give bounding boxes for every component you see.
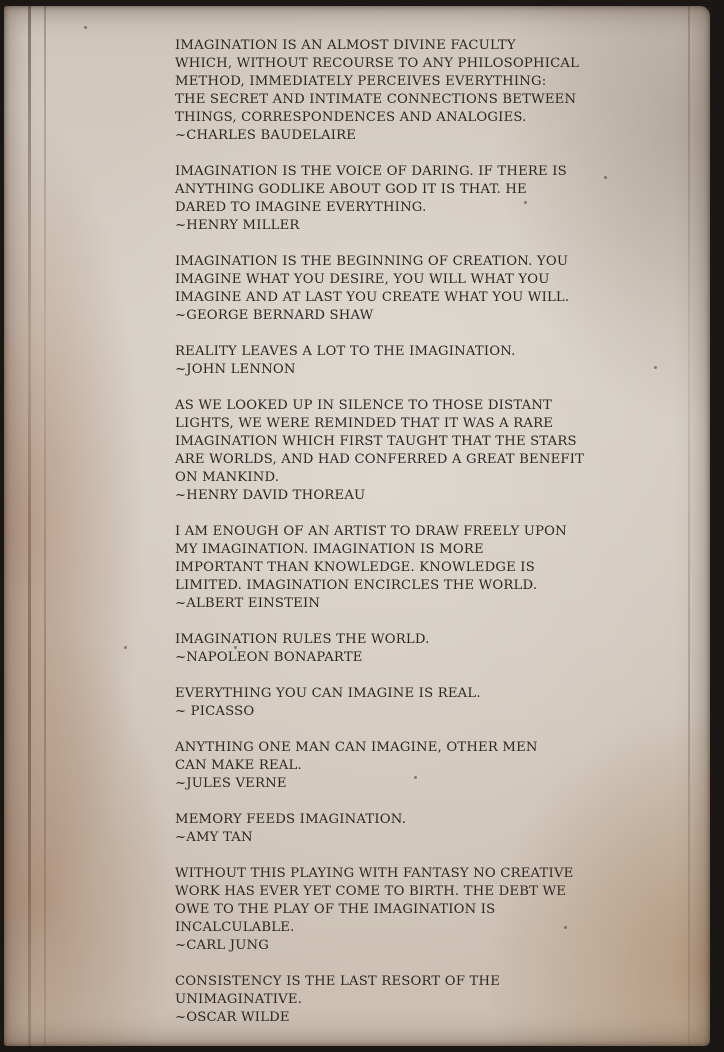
quote-thoreau: [175, 397, 595, 505]
parchment-page: [4, 6, 710, 1046]
quote-author: ~ PICASSO: [175, 704, 255, 719]
quote-author: ~NAPOLEON BONAPARTE: [175, 650, 363, 665]
quote-author: ~JULES VERNE: [175, 776, 287, 791]
quote-miller: [175, 163, 595, 235]
quote-wilde: [175, 973, 595, 1027]
quote-einstein: [175, 523, 595, 613]
quote-tan: [175, 811, 595, 847]
quote-text: IMAGINATION IS AN ALMOST DIVINE FACULTY WHICH, WITHOUT RECOURSE TO ANY PHILOSOPHICAL METHOD, IMMEDIATELY PERCEIVES EVERYTHING: THE SECRET AND INTIMATE CONNECTIONS BETWEEN THINGS, CORRESPONDENCES AND ANALOGIES.: [175, 38, 580, 125]
quote-list: [175, 37, 595, 1045]
quote-author: ~HENRY DAVID THOREAU: [175, 488, 366, 503]
quote-text: ANYTHING ONE MAN CAN IMAGINE, OTHER MEN CAN MAKE REAL.: [175, 740, 538, 773]
quote-text: IMAGINATION RULES THE WORLD.: [175, 632, 430, 647]
quote-text: IMAGINATION IS THE BEGINNING OF CREATION. YOU IMAGINE WHAT YOU DESIRE, YOU WILL WHAT YOU IMAGINE AND AT LAST YOU CREATE WHAT YOU WILL.: [175, 254, 570, 305]
page-fold-left: [28, 6, 31, 1046]
quote-lennon: [175, 343, 595, 379]
quote-text: IMAGINATION IS THE VOICE OF DARING. IF THERE IS ANYTHING GODLIKE ABOUT GOD IT IS THAT. HE DARED TO IMAGINE EVERYTHING.: [175, 164, 567, 215]
quote-author: ~AMY TAN: [175, 830, 253, 845]
quote-author: ~OSCAR WILDE: [175, 1010, 290, 1025]
quote-text: AS WE LOOKED UP IN SILENCE TO THOSE DISTANT LIGHTS, WE WERE REMINDED THAT IT WAS A RARE IMAGINATION WHICH FIRST TAUGHT THAT THE STARS ARE WORLDS, AND HAD CONFERRED A GREAT BENEFIT ON MANKIND.: [175, 398, 585, 485]
quote-baudelaire: [175, 37, 595, 145]
page-fold-right: [688, 6, 690, 1046]
quote-verne: [175, 739, 595, 793]
quote-text: EVERYTHING YOU CAN IMAGINE IS REAL.: [175, 686, 481, 701]
quote-author: ~JOHN LENNON: [175, 362, 296, 377]
speck: [124, 646, 127, 649]
quote-author: ~CHARLES BAUDELAIRE: [175, 128, 357, 143]
speck: [604, 176, 607, 179]
quote-text: I AM ENOUGH OF AN ARTIST TO DRAW FREELY UPON MY IMAGINATION. IMAGINATION IS MORE IMPORTANT THAN KNOWLEDGE. KNOWLEDGE IS LIMITED. IMAGINATION ENCIRCLES THE WORLD.: [175, 524, 567, 593]
quote-author: ~CARL JUNG: [175, 938, 270, 953]
quote-text: REALITY LEAVES A LOT TO THE IMAGINATION.: [175, 344, 516, 359]
quote-text: MEMORY FEEDS IMAGINATION.: [175, 812, 407, 827]
speck: [84, 26, 87, 29]
quote-author: ~HENRY MILLER: [175, 218, 300, 233]
speck: [654, 366, 657, 369]
quote-text: WITHOUT THIS PLAYING WITH FANTASY NO CREATIVE WORK HAS EVER YET COME TO BIRTH. THE DEBT WE OWE TO THE PLAY OF THE IMAGINATION IS INCALCULABLE.: [175, 866, 574, 935]
page-fold-left-inner: [44, 6, 46, 1046]
quote-jung: [175, 865, 595, 955]
quote-author: ~GEORGE BERNARD SHAW: [175, 308, 374, 323]
quote-picasso: [175, 685, 595, 721]
quote-shaw: [175, 253, 595, 325]
quote-napoleon: [175, 631, 595, 667]
quote-text: CONSISTENCY IS THE LAST RESORT OF THE UNIMAGINATIVE.: [175, 974, 501, 1007]
quote-author: ~ALBERT EINSTEIN: [175, 596, 321, 611]
